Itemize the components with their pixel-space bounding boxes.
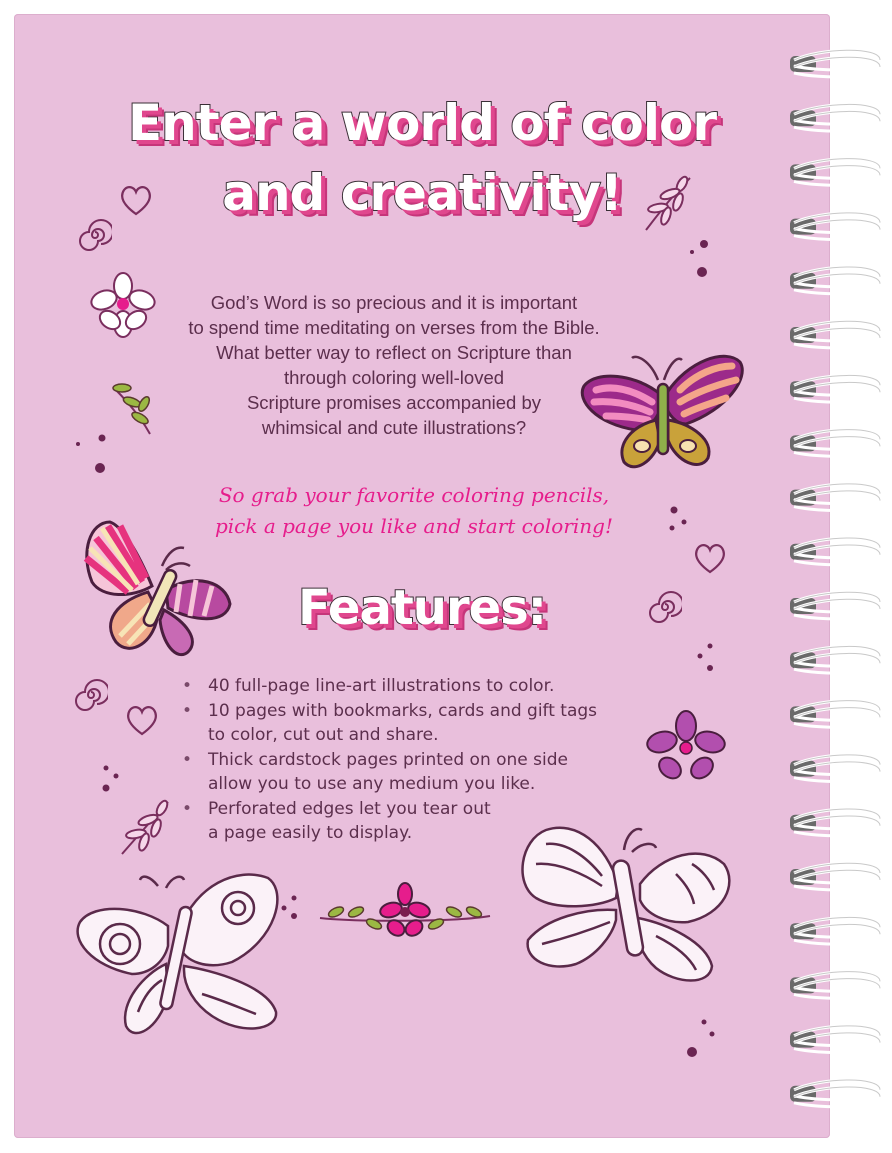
spiral-coil xyxy=(790,104,880,131)
leaf-sprig-icon xyxy=(116,794,176,860)
spiral-coil xyxy=(790,755,880,782)
spiral-icon xyxy=(648,590,682,624)
feature-item: • 10 pages with bookmarks, cards and gift tags to color, cut out and share. xyxy=(182,699,652,748)
spiral-coil xyxy=(790,375,880,402)
book-back-cover xyxy=(14,14,830,1138)
feature-item: • Thick cardstock pages printed on one side allow you to use any medium you like. xyxy=(182,748,652,797)
feature-item: • 40 full-page line-art illustrations to color. xyxy=(182,674,652,699)
heart-icon xyxy=(116,180,156,220)
spiral-coil xyxy=(790,159,880,186)
intro-paragraph xyxy=(174,290,614,440)
spiral-coil xyxy=(790,267,880,294)
dots-decoration xyxy=(662,500,702,540)
features-title: Features: xyxy=(298,580,546,636)
leaf-sprig-icon xyxy=(640,172,698,236)
spiral-coil xyxy=(790,321,880,348)
butterfly-icon xyxy=(76,512,238,662)
cta-line: So grab your favorite coloring pencils, xyxy=(218,483,610,507)
dots-decoration xyxy=(276,892,306,928)
feature-item: • Perforated edges let you tear out a page easily to display. xyxy=(182,797,652,846)
spiral-coil xyxy=(790,213,880,240)
dots-decoration xyxy=(674,234,714,284)
heart-icon xyxy=(122,700,162,740)
spiral-coil xyxy=(790,50,880,77)
intro-line: whimsical and cute illustrations? xyxy=(261,417,527,438)
spiral-coil xyxy=(790,430,880,457)
dots-decoration xyxy=(72,430,112,480)
butterfly-icon xyxy=(576,340,746,480)
flower-icon xyxy=(88,270,158,340)
leaf-sprig-icon xyxy=(106,378,160,438)
spiral-coil xyxy=(790,1026,880,1053)
flower-garland-icon xyxy=(316,882,494,944)
spiral-binding xyxy=(780,40,892,1120)
flower-icon xyxy=(646,710,726,786)
spiral-icon xyxy=(74,678,108,712)
spiral-coil xyxy=(790,484,880,511)
intro-line: God’s Word is so precious and it is important xyxy=(210,292,578,313)
spiral-icon xyxy=(78,218,112,252)
intro-line: What better way to reflect on Scripture than xyxy=(216,342,572,363)
spiral-coil xyxy=(790,592,880,619)
spiral-coil xyxy=(790,538,880,565)
intro-line: Scripture promises accompanied by xyxy=(246,392,542,413)
heart-icon xyxy=(690,538,730,578)
spiral-coil xyxy=(790,646,880,673)
headline-line-1: Enter a world of color xyxy=(128,94,716,152)
spiral-coil xyxy=(790,917,880,944)
intro-line: through coloring well-loved xyxy=(283,367,505,388)
butterfly-outline-icon xyxy=(506,814,736,994)
spiral-coil xyxy=(790,1080,880,1107)
spiral-coil xyxy=(790,863,880,890)
cta-line: pick a page you like and start coloring! xyxy=(214,514,614,538)
spiral-coil xyxy=(790,972,880,999)
spiral-coil xyxy=(790,701,880,728)
butterfly-outline-icon xyxy=(72,866,292,1046)
spiral-coil xyxy=(790,809,880,836)
dots-decoration xyxy=(678,1016,718,1062)
dots-decoration xyxy=(690,640,720,676)
headline-line-2: and creativity! xyxy=(222,164,622,222)
intro-line: to spend time meditating on verses from the Bible. xyxy=(188,317,600,338)
